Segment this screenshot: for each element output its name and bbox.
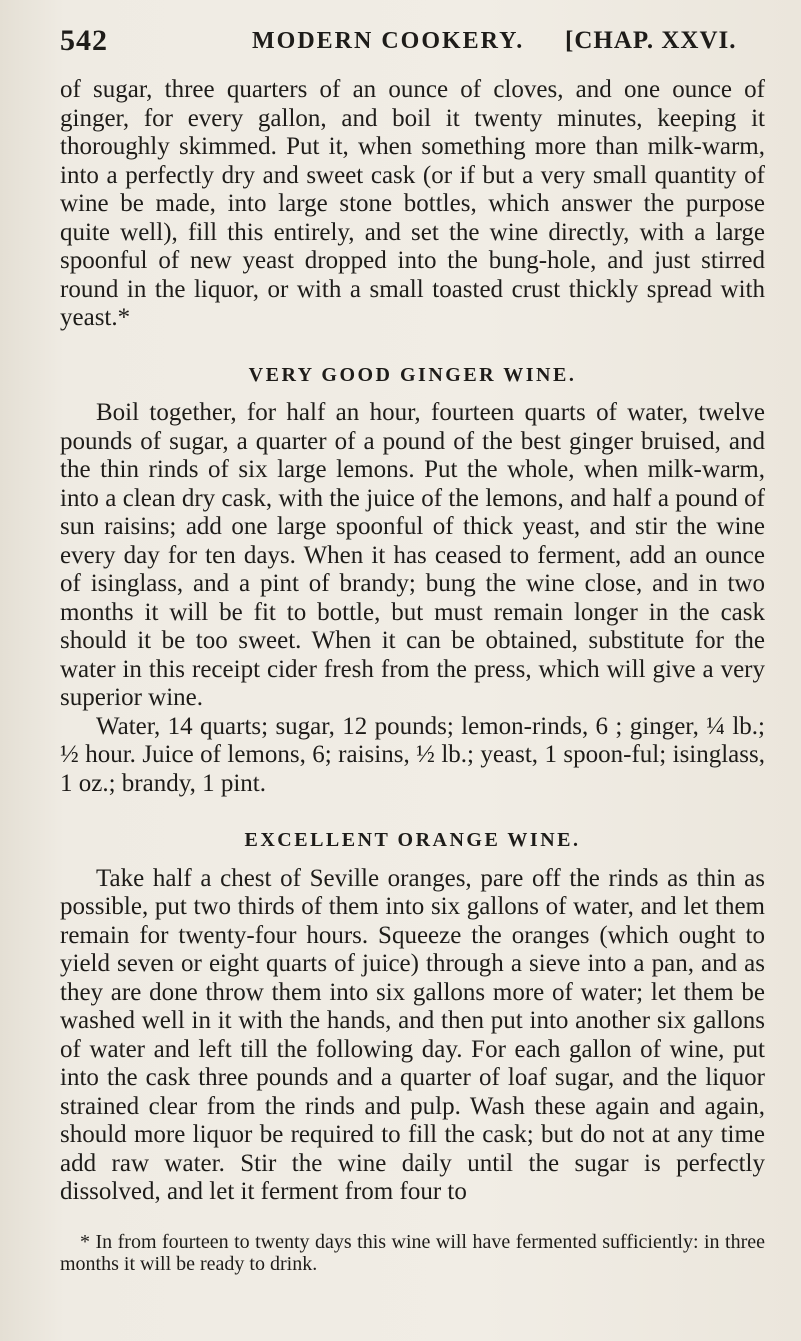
ginger-wine-method: Boil together, for half an hour, fourteen quarts of water, twelve pounds of sugar, a quarter of a pound of the best ginger bruised, and the thin rinds of six large lemons. Put the whole, when milk-warm, into a clean dry cask, with the juice of the lemons, and half a pound of sun raisins; add one large spoonful of thick yeast, and stir the wine every day for ten days. When it has ceased to ferment, add an ounce of isinglass, and a pint of brandy; bung the wine close, and in two months it will be fit to bottle, but must remain longer in the cask should it be too sweet. When it can be obtained, substitute for the water in this receipt cider fresh from the press, which will give a very superior wine. <box>60 399 765 711</box>
main-text <box>60 76 765 1207</box>
footnote-marker: * <box>80 1231 90 1253</box>
orange-wine-heading: EXCELLENT ORANGE WINE. <box>244 829 581 851</box>
footnote-text: In from fourteen to twenty days this wine will have fermented sufficiently: in three months it will be ready to drink. <box>60 1231 765 1275</box>
running-head <box>60 24 760 58</box>
orange-wine-method: Take half a chest of Seville oranges, pare off the rinds as thin as possible, put two thirds of them into six gallons of water, and let them remain for twenty-four hours. Squeeze the oranges (which ought to yield seven or eight quarts of juice) through a sieve into a pan, and as they are done throw them into six gallons more of water; let them be washed well in it with the hands, and then put into another six gallons of water and left till the following day. For each gallon of wine, put into the cask three pounds and a quarter of loaf sugar, and the liquor strained clear from the rinds and pulp. Wash these again and again, should more liquor be required to fill the cask; but do not at any time add raw water. Stir the wine daily until the sugar is perfectly dissolved, and let it ferment from four to <box>60 864 765 1205</box>
continued-paragraph: of sugar, three quarters of an ounce of cloves, and one ounce of ginger, for every gallon, and boil it twenty minutes, keeping it thoroughly skimmed. Put it, when something more than milk-warm, into a perfectly dry and sweet cask (or if but a very small quantity of wine be made, into large stone bottles, which answer the purpose quite well), fill this entirely, and set the wine directly, with a large spoonful of new yeast dropped into the bung-hole, and just stirred round in the liquor, or with a small toasted crust thickly spread with yeast.* <box>60 76 765 331</box>
chapter-reference: [CHAP. XXVI. <box>565 27 737 54</box>
ginger-wine-summary: Water, 14 quarts; sugar, 12 pounds; lemon-rinds, 6 ; ginger, ¼ lb.; ½ hour. Juice of lemons, 6; raisins, ½ lb.; yeast, 1 spoon-ful; isinglass, 1 oz.; brandy, 1 pint. <box>60 712 765 797</box>
page-number: 542 <box>60 24 108 57</box>
ginger-wine-heading: VERY GOOD GINGER WINE. <box>248 363 577 386</box>
running-title: MODERN COOKERY. <box>252 28 525 54</box>
footnote <box>60 1231 765 1275</box>
